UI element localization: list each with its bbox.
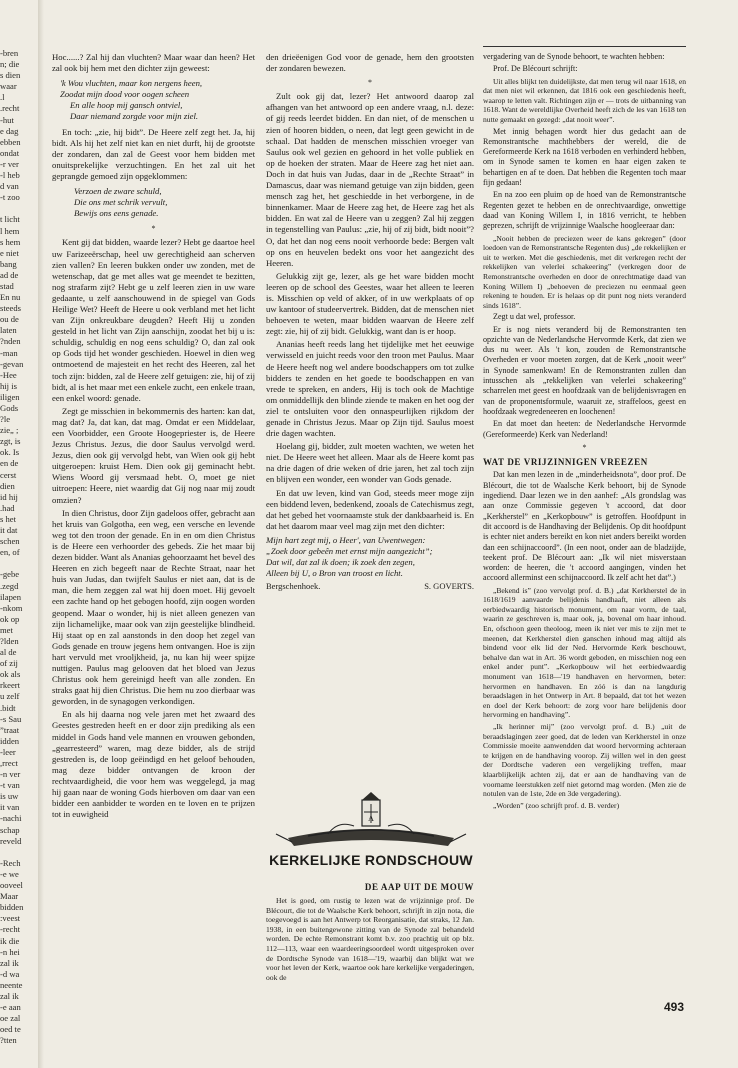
edge-fragment: gebe- bbox=[0, 569, 20, 580]
edge-fragment: bang bbox=[0, 258, 17, 269]
edge-fragment: ou de bbox=[0, 314, 19, 325]
edge-fragment: Rech- bbox=[0, 857, 21, 868]
edge-fragment: Maar bbox=[0, 891, 19, 902]
edge-fragment: Gods bbox=[0, 403, 19, 413]
edge-fragment: e dag bbox=[0, 125, 19, 136]
edge-fragment bbox=[0, 847, 36, 858]
verse-block bbox=[60, 78, 255, 122]
edge-fragment: veest: bbox=[0, 913, 21, 924]
edge-fragment: gevan- bbox=[0, 358, 24, 369]
edge-fragment: r ver- bbox=[0, 158, 19, 169]
paragraph: En dat moet dan heeten: de Nederlandsche Hervormde (Gereformeerde) Kerk van Nederland! bbox=[483, 419, 686, 439]
edge-fragment: cerst bbox=[0, 469, 17, 480]
edge-fragment bbox=[0, 203, 36, 214]
edge-fragment: schen bbox=[0, 536, 20, 547]
section-divider: * bbox=[151, 224, 156, 234]
binding-shadow bbox=[38, 0, 44, 1068]
edge-fragment: ad de bbox=[0, 269, 19, 280]
section-divider: * bbox=[582, 442, 587, 452]
paragraph: Prof. De Blécourt schrijft: bbox=[493, 64, 578, 74]
edge-fragment: e niet bbox=[0, 247, 19, 258]
verse-line: Die ons met schrik vervult, bbox=[74, 197, 168, 208]
verse-line: Verzoen de zware schuld, bbox=[74, 186, 162, 197]
edge-fragment: rkeert bbox=[0, 680, 21, 691]
edge-fragment: zal ik bbox=[0, 957, 19, 968]
edge-fragment: s Sau- bbox=[0, 713, 22, 724]
edge-fragment: ok. Is bbox=[0, 447, 20, 458]
edge-fragment: al de bbox=[0, 647, 17, 658]
paragraph: Zult ook gij dat, lezer? Het antwoord daarop zal afhangen van het antwoord op een andere vraag, n.l. deze: of gij reeds leerdet bidden. En dan niet, of de menschen u zien of hooren bidden, o neen, dat legt geen gewicht in de schaal. Dat hadden de menschen misschien vroeger van Saulus ook wel gezien en gehoord in het volle publiek en op de hoeken der straten. Maar de Heere zag het niet aan. Doch in dat huis van Judas, daar in de „Rechte Straat” in Damascus, daar was niemand getuige van zijn bidden, geen mensch zag het, het geschiedde in het verborgene, in de binnenkamer. Maar de Heere zag het, de Heere zag het als bidden. En wat zal de Heere van u zeggen? Zal hij zeggen in tegenstelling van Paulus: „zie, hij of zij bidt, bidt nooit”? O, dat het dan nog eens nooit verhoorde bede: Bergen valt op ons en heuvelen bedekt ons voor het aangezicht des Heeren. bbox=[266, 91, 474, 268]
edge-fragment: zal ik bbox=[0, 990, 19, 1001]
edge-fragment: of zij bbox=[0, 658, 18, 669]
page-number: 493 bbox=[664, 1000, 685, 1014]
edge-fragment: bren- bbox=[0, 48, 19, 58]
poem-line: Alleen bij U, o Bron van troost en licht. bbox=[266, 568, 403, 579]
verse-line: Zoodat mijn dood voor oogen scheen bbox=[60, 89, 190, 100]
edge-fragment: met bbox=[0, 624, 13, 635]
edge-fragment: oe zal bbox=[0, 1013, 21, 1024]
closing-poem bbox=[266, 535, 474, 579]
paragraph: Ananias heeft reeds lang het tijdelijke met het eeuwige verwisseld en juicht reeds voor den troon met Paulus. Maar de Heere heeft nog wel andere boodschappers om tot zulke bidders te zenden en het goede te boodschappen en van vrede te spreken, en anders, Hij is toch ook de Machtige om onmiddellijk den blinde ziende te maken en het oog der ziel te ontsluiten voor den onnaspeurlijken rijkdom der genade in Christus Jezus. Maar op Zijn tijd. Saulus moest drie dagen wachten. bbox=[266, 339, 474, 439]
paragraph: Gelukkig zijt ge, lezer, als ge het ware bidden mocht leeren op de school des Geestes, waar het alleen te leeren is. Misschien op veld of akker, of in uw werkplaats of op uw kantoor of studeervertrek. Bidden, dat de menschen niet behoeven te weten, maar bidden waarvan de Heere zelf zegt: zie, hij of zij bidt. Gelukkig, want dan is er hoop. bbox=[266, 270, 474, 337]
edge-fragment: n hei- bbox=[0, 946, 20, 957]
edge-fragment: le? bbox=[0, 414, 11, 425]
paragraph: Met innig behagen wordt hier dus gedacht aan de Remonstrantsche machthebbers der wereld, die de Gereformeerde Kerk na 1618 verboden en verhinderd hebben, om in Synode samen te komen en haar eigen zaken te behartigen en af te doen. Dat hebben die Regenten toch maar fijn gedaan! bbox=[483, 126, 686, 188]
paragraph: In dien Christus, door Zijn gadeloos offer, gebracht aan het kruis van Golgotha, een weg, een versche en levende weg tot den troon der genade. En in en om dien Christus is de Heere een verhoorder des gebeds. Zie het maar bij dezen bidder. Want als Ananias gehoorzaamt het bevel des Heeren en zich begeeft naar de Rechte Straat, naar het huis van Judas, dan twijfelt Saulus er niet aan, dat is de man, die hem zeggen zal wat hij doen moet. Hij gevoelt een zachte hand op het gebogen hoofd, zijn oogen worden geopend. Maar o wonder, hij is niet alleen genezen van zijn lichamelijke, maar ook van zijn geestelijke blindheid. Hij staat op en zal aanstonds in den doop het zegel van Gods genade en trouw jegens hem ontvangen. Hoe is zijn hart vervuld met vrooljkheid, ja, nu kan hij weer spijze nuttigen. Paulus mag gelooven dat het bloed van Jezus Christus ook hem gereinigd heeft van alle zonden. En straks gaat hij dien Christus. Die hem nu zoo dierbaar was geworden, in de synagogen verkondigen. bbox=[52, 507, 255, 707]
edge-fragment: t zoo- bbox=[0, 192, 20, 203]
edge-fragment: ; „zie bbox=[0, 425, 19, 436]
paragraph: En toch: „zie, hij bidt”. De Heere zelf zegt het. Ja, hij bidt. Als hij het zelf niet kan en niet durft, hij de grootste der zondaren, dan zal de Geest voor hem bidden met onuitsprekelijke verzuchtingen. En het zal uit het geprangde gemoed zijn opgeklommen: bbox=[52, 126, 255, 181]
edge-fragment bbox=[0, 558, 36, 569]
edge-fragment: schap bbox=[0, 824, 20, 835]
edge-fragment: recht- bbox=[0, 924, 21, 935]
edge-fragment: waar bbox=[0, 81, 17, 92]
edge-fragment: nden? bbox=[0, 336, 21, 347]
edge-fragment: u zelf bbox=[0, 691, 20, 702]
place-name: Bergschenhoek. bbox=[266, 581, 321, 592]
edge-fragment: s hem bbox=[0, 236, 21, 247]
edge-fragment: en de bbox=[0, 458, 19, 469]
edge-fragment: d wa- bbox=[0, 968, 20, 979]
edge-fragment: nkom- bbox=[0, 602, 23, 613]
edge-fragment: e aan- bbox=[0, 1002, 21, 1013]
edge-fragment: t van- bbox=[0, 780, 20, 791]
verse-line: En alle hoop mij gansch ontviel, bbox=[70, 100, 183, 111]
poem-line: Mijn hart zegt mij, o Heer', van Uwentwegen: bbox=[266, 534, 426, 545]
paragraph: Zegt u dat wel, professor. bbox=[493, 312, 576, 322]
verse-line: 'k Wou vluchten, maar kon nergens heen, bbox=[60, 78, 203, 89]
svg-text:A: A bbox=[368, 814, 374, 823]
edge-fragment: bidden bbox=[0, 902, 24, 913]
edge-fragment: Hee- bbox=[0, 369, 17, 380]
edge-fragment: d van bbox=[0, 181, 19, 192]
edge-fragment: iligen bbox=[0, 391, 20, 402]
edge-fragment: steeds bbox=[0, 303, 22, 314]
edge-fragment: idden bbox=[0, 735, 20, 746]
edge-fragment: is uw bbox=[0, 791, 19, 802]
edge-fragment: had. bbox=[0, 502, 15, 513]
edge-fragment: neente bbox=[0, 979, 23, 990]
edge-fragment: lden? bbox=[0, 635, 19, 646]
edge-fragment: nachi- bbox=[0, 813, 22, 824]
rondschouw-banner-illustration bbox=[268, 790, 474, 850]
edge-fragment: bidt. bbox=[0, 702, 16, 713]
facing-page-edge bbox=[0, 48, 36, 1048]
edge-fragment: en, of bbox=[0, 547, 20, 558]
edge-fragment: t licht bbox=[0, 214, 20, 225]
paragraph: „Bekend is” (zoo vervolgt prof. d. B.) „dat Kerkherstel de in 1618/1619 aanvaarde belijdenis handhaaft, niet alleen als eerbiedwaardig historisch monument, om naar vorm, de taal, waarin ze geschreven is, maar ook, ja, bovenal om haar inhoud. En, ofschoon geen theoloog, meen ik niet ver mis te zijn met te meenen, dat Kerkherstel dien ganschen inhoud mag altijd als bindend voor elk lid der Ned. Hervormde Kerk beschouwt, behalve dan wat in Art. 36 wordt geboden, en misschien nog een enkel ander punt”. „Kerkopbouw wil het eerbiedwaardig monument van 1618—'19 handhaven en hervormen, beter: hervormen en handhaven. En zóó is dan na langdurig beraadslagen in het Ontwerp in Art. 8 bepaald, dat tot het wezen en doel der Kerk behoort: de zorg voor hare belijdenis door hervorming en handhaving”. bbox=[483, 585, 686, 720]
author-signature: S. GOVERTS. bbox=[424, 581, 474, 592]
edge-fragment: recht. bbox=[0, 103, 20, 114]
paragraph: Hoc......? Zal hij dan vluchten? Maar waar dan heen? Het zal ook bij hem met den dichter zijn geweest: bbox=[52, 52, 255, 74]
edge-fragment: id hij bbox=[0, 491, 18, 502]
edge-fragment: ik die bbox=[0, 935, 20, 946]
verse-block bbox=[74, 186, 255, 219]
paragraph: Het is goed, om rustig te lezen wat de vrijzinnige prof. De Blécourt, die tot de Waalsche Kerk behoort, schrijft in zijn nota, die toegevoegd is aan het Antwerp tot Reorganisatie, dat straks, 12 Jan. 1938, in een buitengewone zitting van de Synode zal behandeld worden. De echte Remonstrant komt b.v. zoo prachtig uit op blz. 112—113, waar een waardeeringsoordeel wordt uitgesproken over de Dordtsche Synode van 1618—'19, waarbij dan blijkt wat we voor het leven der Kerk, waartoe ook hare kerkelijke vergaderingen, ook de bbox=[266, 896, 474, 982]
edge-fragment: n ver- bbox=[0, 769, 21, 780]
edge-fragment: leer- bbox=[0, 746, 16, 757]
column-3 bbox=[483, 52, 686, 1002]
verse-line: Daar niemand zorgde voor mijn ziel. bbox=[70, 111, 199, 122]
edge-fragment: e we- bbox=[0, 868, 19, 879]
edge-fragment: it dat bbox=[0, 525, 18, 536]
paragraph: En als hij daarna nog vele jaren met het zwaard des Geestes gestreden heeft en er door zijn prediking als een middel in Gods hand vele mannen en vrouwen gebonden, „gearresteerd” waren, mag deze bidder, als de strijd gestreden is, de loop geëindigd en het geloof behouden, mag deze bidder ontvangen de kroon der rechtvaardigheid, die voor hem was weggelegd, ja mag hij gaan naar de woning Gods hierboven om daar van een bidder een aanbidder te worden en te loven en te prijzen tot in euwigheid bbox=[52, 709, 255, 820]
edge-fragment: zgt, is bbox=[0, 436, 21, 447]
quotation: „Nooit hebben de preciezen weer de kans gekregen” (door loedoen van de Remonstrantsche Regenten dus) „de rekkelijken er uit te werken. Met die geschiedenis, met dit verkregen recht der rekkelijken van velerlei schakeering” (verkregen door de Remonstrantsche overheden en door de onrechtmatige daad van Koning Willem I) „behoeven de preciezen nu eenmaal geen rekening te houden. Er is helaas op dit punt nog niets veranderd sinds 1618”. bbox=[483, 233, 686, 310]
paragraph: Er is nog niets veranderd bij de Remonstranten ten opzichte van de Nederlandsche Hervormde Kerk, dat zien we dus nu weer. Als 't kon, zouden de Remonstrantsche Overheden er voor moeten zorgen, dat de Kerk „nooit weer” in Synode samenkwam! En de Remonstranten zullen dan intusschen als „rekkelijken van velerlei schakeering” scharrelen met geest en hoofdzaak van de belijdenisvragen en van de proponentsformule, waaruit ze, straffeloos, geest en hoofdzaak wegredeneeren en loochenen! bbox=[483, 324, 686, 416]
paragraph: „Worden” (zoo schrijft prof. d. B. verder) bbox=[493, 800, 620, 810]
edge-fragment: hut- bbox=[0, 114, 14, 125]
edge-fragment: zegd. bbox=[0, 580, 19, 591]
paragraph: den drieëenigen God voor de genade, hem den grootsten der zondaren bewezen. bbox=[266, 52, 474, 74]
paragraph: vergadering van de Synode behoort, te wachten hebben: bbox=[483, 52, 665, 61]
edge-fragment: laten bbox=[0, 325, 17, 336]
column-1 bbox=[52, 52, 255, 1032]
edge-fragment: s dien bbox=[0, 70, 21, 81]
edge-fragment: ok als bbox=[0, 669, 21, 680]
edge-fragment: En nu bbox=[0, 292, 21, 303]
edge-fragment: hij is bbox=[0, 380, 17, 391]
paragraph: Kent gij dat bidden, waarde lezer? Hebt ge daartoe heel uw Farizeeërschap, heel uw gerechtigheid aan scherven zien vallen? En leeren bukken onder uw zonden, met de wetenschap, dat ge met alles wat ge meendet te bezitten, nog strafarm zijt? Hebt ge u zelf leeren zien in uw ware gedaante, u zelf aanschouwend in de spiegel van Gods Heilige Wet? Heeft de Heere u ook verbland met het licht van Zijn onkreukbare deugden? Heeft Hij u zonden gesteld in het licht van Zijn aanschijn, zoodat het bij u is: schuldig, schuldig en nog eens schuldig? O, dan zal ook op Gods tijd het wonder geschieden. Hoewel in dien weg ontmoetend de majesteit en het recht des Heeren, zal het toch zijn: bidden, zal de Heere zelf getuigen: zie, hij of zij bidt, al is het maar met een enkele zucht, een enkele traan, een enkel woord: genade. bbox=[52, 237, 255, 403]
article-subheading: DE AAP UIT DE MOUW bbox=[364, 882, 474, 892]
edge-fragment: oed te bbox=[0, 1024, 21, 1035]
edge-fragment: man- bbox=[0, 347, 18, 358]
edge-fragment: ok op bbox=[0, 613, 20, 624]
edge-fragment: ooveel bbox=[0, 880, 23, 891]
edge-fragment: reveld bbox=[0, 835, 22, 846]
edge-fragment: s het bbox=[0, 513, 16, 524]
edge-fragment: l. bbox=[0, 92, 5, 103]
column-top-rule bbox=[483, 46, 686, 47]
edge-fragment: ebben bbox=[0, 136, 21, 147]
poem-line: Dat wil, dat zal ik doen; ik zoek den zegen, bbox=[266, 557, 415, 568]
edge-fragment: l hem bbox=[0, 225, 20, 236]
paragraph: „Ik herinner mij” (zoo vervolgt prof. d. B.) „uit de beraadslagingen zeer goed, dat de leden van Kerkherstel in onze Commissie moeite aanwendden dat woord hervorming achteraan te krijgen en de handhaving voorop. Zij willen wel in den geest der Dordtsche vaderen een vergelijking treffen, maar klaarblijkelijk achten zij, dat er aan de handhaving van de voorname leerstukken zelf niet getornd mag worden. (Men zie de notulen van de 1ste, 2de en 3de vergadering). bbox=[483, 722, 686, 799]
column-2 bbox=[266, 52, 474, 784]
edge-fragment: ilapen bbox=[0, 591, 21, 602]
edge-fragment: dien bbox=[0, 480, 15, 491]
quotation: Uit alles blijkt ten duidelijkste, dat men terug wil naar 1618, en dat men niet wil erkennen, dat 1816 ook een geschiedenis heeft, waarop te letten valt. Richtingen zijn er — trots de uitbanning van 1618. Want de wereldlijke Overheid heeft zich de les van 1618 ten nutte gemaakt en gezegd: „dat nooit weer”. bbox=[483, 76, 686, 124]
paragraph: Hoelang gij, bidder, zult moeten wachten, we weten het niet. De Heere weet het alleen. Maar als de Heere komt pas na drie dagen of drie weken of drie jaren, het zal toch zijn en blijven een wonder, een wonder van Gods genade. bbox=[266, 441, 474, 485]
edge-fragment: l heb- bbox=[0, 170, 20, 181]
paragraph: Dat kan men lezen in de „minderheidsnota”, door prof. De Blécourt, die tot de Waalsche Kerk behoort, bij de Synode ingediend. Daar lezen we in den aanhef: „Als grondslag was aan onze Commissie gegeven 't accoord, dat door „Kerkherstel” en „Kerkopbouw” is getroffen. Hoofdpunt in dit accoord is de Handhaving der Belijdenis. Op dit hoofdpunt is echter niet anders bereikt en kon niet anders bereikt worden dan een schijnaccoord”. (In een noot, onder aan de bladzijde, teekent prof. De Blécourt aan: „Ik wil niet misverstaan worden: de heeren, die 't accoord aangingen, vinden het accoord allerminst een schijnaccoord. Ik zelf acht het dat”.) bbox=[483, 470, 686, 583]
edge-fragment: stad bbox=[0, 280, 14, 291]
rondschouw-intro bbox=[266, 882, 474, 1052]
verse-line: Bewijs ons eens genade. bbox=[74, 208, 159, 219]
edge-fragment: rrect, bbox=[0, 758, 18, 768]
paragraph: Zegt ge misschien in bekommernis des harten: kan dat, mag dat? Ja, dat kan, dat mag. Omdat er een Middelaar, een Voorbidder, een Groote Hoogepriester is, de Heere Jezus Christus. Jezus, die door Saulus vervolgd werd. Jezus, dien ook gij vervolgd hebt, van Wien ook gij hebt uitgeroepen: kruist Hem. Dien ook gij geminacht hebt. Wiens Woord gij versmaad hebt. O, moet ge niet uitroepen: Heere, niet waardig dat Gij nog naar mij zoudt omzien? bbox=[52, 405, 255, 505]
paragraph: En na zoo een pluim op de hoed van de Remonstrantsche Regenten gezet te hebben en de onrechtvaardige, onwettige daad van Koning Willem I, in 1816 verricht, te hebben geprezen, schrijft de vrijzinnige Waalsche hoogleeraar dan: bbox=[483, 190, 686, 231]
paragraph: En dat uw leven, kind van God, steeds meer mogе zijn een biddend leven, bedenkend, zooals de Catechismus zegt, dat het gebed het voornaamste stuk der dankbaarheid is. En dat het daarom maar veel mag zijn met den dichter: bbox=[266, 487, 474, 531]
edge-fragment: n; die bbox=[0, 59, 20, 70]
edge-fragment: it van bbox=[0, 802, 20, 813]
edge-fragment: traat” bbox=[0, 724, 20, 735]
poem-line: „Zoek door gebeên met ernst mijn aangezicht”; bbox=[266, 546, 433, 557]
section-heading: WAT DE VRIJZINNIGEN VREEZEN bbox=[483, 457, 648, 468]
section-divider: * bbox=[368, 78, 372, 88]
edge-fragment: tten? bbox=[0, 1035, 17, 1046]
edge-fragment: ondat bbox=[0, 147, 20, 158]
section-banner-title: KERKELIJKE RONDSCHOUW bbox=[269, 852, 473, 868]
signature-line bbox=[266, 581, 474, 592]
